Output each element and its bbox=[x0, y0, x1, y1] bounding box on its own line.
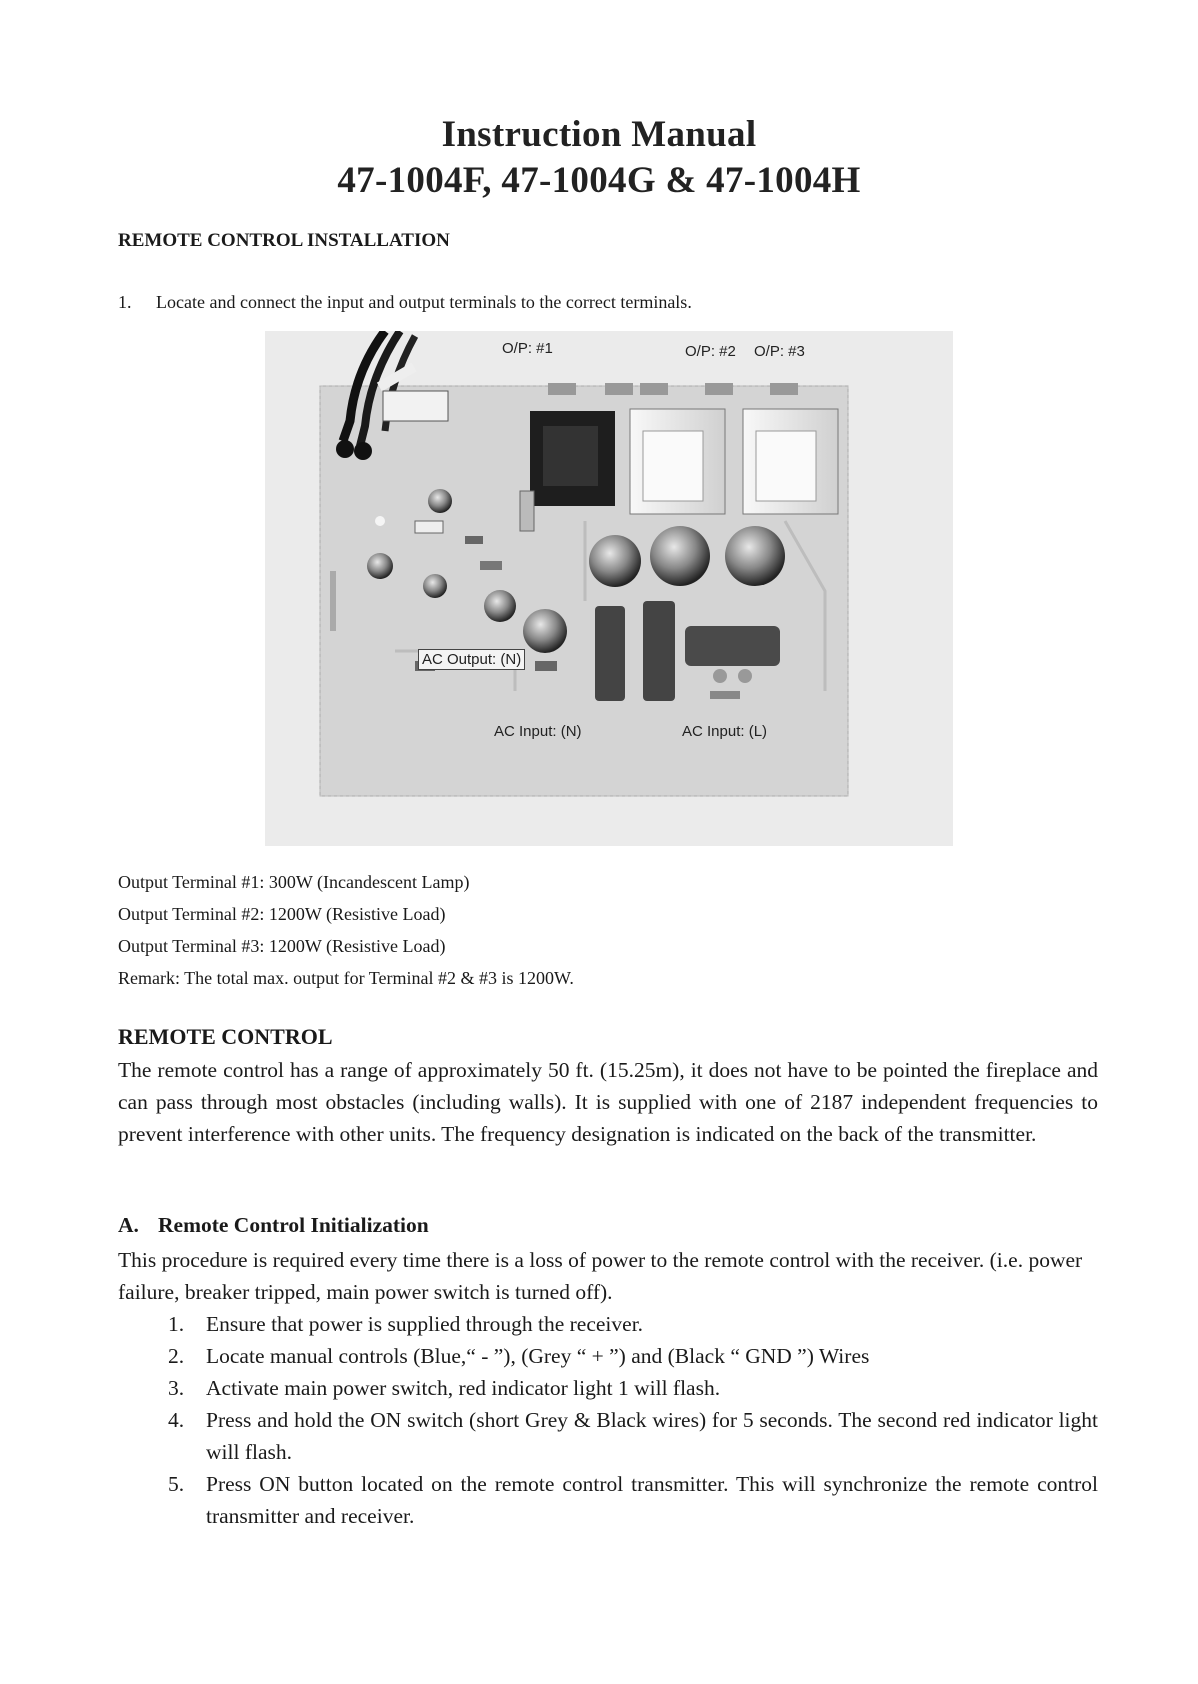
list-item bbox=[168, 1340, 1098, 1372]
step-text: Ensure that power is supplied through the receiver. bbox=[206, 1312, 644, 1336]
label-output-1: O/P: #1 bbox=[502, 340, 553, 357]
terminal-spec-1: Output Terminal #1: 300W (Incandescent Lamp) bbox=[118, 872, 470, 892]
list-item bbox=[168, 1372, 1098, 1404]
step-text: Press and hold the ON switch (short Grey & Black wires) for 5 seconds. The second red indicator light will flash. bbox=[206, 1408, 1098, 1464]
list-item bbox=[168, 1308, 1098, 1340]
model-numbers: 47-1004F, 47-1004G & 47-1004H bbox=[337, 160, 861, 201]
installation-heading: REMOTE CONTROL INSTALLATION bbox=[118, 230, 450, 251]
step-number: 2. bbox=[168, 1344, 185, 1368]
installation-step bbox=[118, 292, 692, 313]
initialization-letter: A. bbox=[118, 1213, 139, 1237]
circuit-board-photo bbox=[265, 331, 953, 846]
manual-title: Instruction Manual bbox=[441, 114, 757, 155]
initialization-heading bbox=[118, 1213, 429, 1238]
step-text: Locate manual controls (Blue,“ - ”), (Grey “ + ”) and (Black “ GND ”) Wires bbox=[206, 1344, 870, 1368]
list-item bbox=[168, 1404, 1098, 1468]
terminal-remark: Remark: The total max. output for Terminal #2 & #3 is 1200W. bbox=[118, 968, 574, 988]
step-text: Activate main power switch, red indicator light 1 will flash. bbox=[206, 1376, 721, 1400]
list-item bbox=[168, 1468, 1098, 1532]
step-number: 4. bbox=[168, 1408, 185, 1432]
step-number: 5. bbox=[168, 1472, 185, 1496]
remote-control-description: The remote control has a range of approximately 50 ft. (15.25m), it does not have to be pointed the fireplace and can pass through most obstacles (including walls). It is supplied with one of 2187 independent frequencies to prevent interference with other units. The frequency designation is indicated on the back of the transmitter. bbox=[118, 1058, 1098, 1146]
label-ac-output-neutral: AC Output: (N) bbox=[418, 649, 525, 670]
initialization-steps bbox=[168, 1308, 1098, 1532]
label-ac-input-neutral: AC Input: (N) bbox=[494, 723, 582, 740]
installation-step-number: 1. bbox=[118, 292, 132, 312]
initialization-description: This procedure is required every time there is a loss of power to the remote control with the receiver. (i.e. power failure, breaker tripped, main power switch is turned off). bbox=[118, 1248, 1083, 1304]
label-ac-input-line: AC Input: (L) bbox=[682, 723, 768, 740]
step-number: 3. bbox=[168, 1376, 185, 1400]
title-block bbox=[0, 112, 1198, 204]
step-text: Press ON button located on the remote control transmitter. This will synchronize the remote control transmitter and receiver. bbox=[206, 1472, 1098, 1528]
circuit-board-illustration bbox=[265, 331, 953, 846]
terminal-spec-3: Output Terminal #3: 1200W (Resistive Load) bbox=[118, 936, 446, 956]
remote-control-heading: REMOTE CONTROL bbox=[118, 1024, 333, 1049]
label-output-2: O/P: #2 bbox=[685, 343, 736, 360]
step-number: 1. bbox=[168, 1312, 185, 1336]
terminal-spec-2: Output Terminal #2: 1200W (Resistive Load) bbox=[118, 904, 446, 924]
label-output-3: O/P: #3 bbox=[754, 343, 805, 360]
installation-step-text: Locate and connect the input and output terminals to the correct terminals. bbox=[156, 292, 692, 312]
terminal-specs bbox=[118, 866, 574, 994]
initialization-title: Remote Control Initialization bbox=[158, 1213, 429, 1237]
